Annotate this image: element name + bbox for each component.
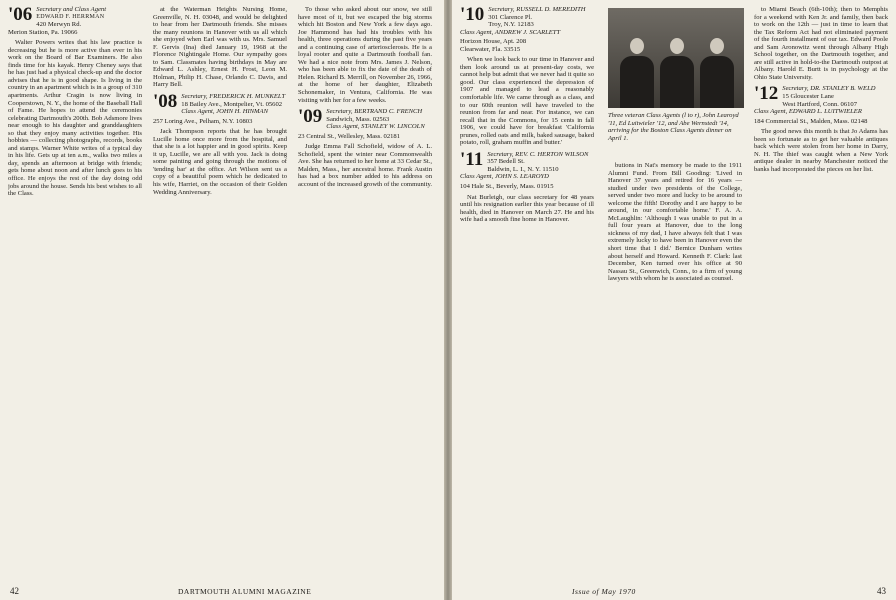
photo-caption: Three veteran Class Agents (l to r), John Learoyd '11, Ed Luitwieler '12, and Abe Wernstedt '14, arriving for the Boston Class Agents dinner on April 1. bbox=[608, 112, 739, 142]
binding-gutter bbox=[444, 0, 452, 600]
column-text: butions in Nat's memory be made to the 1911 Alumni Fund. From Bill Gooding: 'Lived in Hanover 37 years and retired for 16 years — studied under two presidents of the College, served under two more and lucky to be around to welcome the fifth! Dorothy and I are happy to be around, in our comfortable home.' F. A. A. McLaughlin: 'Although I was unable to put in a full four years at Hanover, due to the long sickness of my dad, I have always felt that I was extremely lucky to have been in Hanover even the short time that I did.' Bernice Dunham writes about herself and Howard. Kenneth F. Clark: last December, Ken turned over his office at 90 Nassau St., Greenwich, Conn., to a firm of young lawyers with whom he is associated as counsel. bbox=[608, 162, 742, 283]
class-agents-photo bbox=[608, 8, 744, 108]
class-header-09: '09 Secretary, BERTRAND C. FRENCH Sandwich, Mass. 02563 Class Agent, STANLEY W. LINCOLN 23 Central St., Wellesley, Mass. 02181 bbox=[298, 106, 425, 140]
left-page bbox=[0, 0, 444, 600]
class-header-06: '06 Secretary and Class Agent EDWARD F. HERRMAN 420 Merwyn Rd. Merion Station, Pa. 19066 bbox=[8, 6, 107, 36]
column-text: at the Waterman Heights Nursing Home, Greenville, N. H. 03048, and would be delighted to hear from her Dartmouth friends. She misses the many reunions in Hanover with us all which she enjoyed when Earl was with us. Mrs. Samuel F. Gervis (Ina) died January 19, 1968 at the Florence Nightingale Home. Our sympathy goes to Sam. Classmates having birthdays in May are Edward L. Ashley, Ernest H. Frost, Leon M. Holman, Philip H. Chase, Orlando C. Davis, and Harry Bell. bbox=[153, 6, 287, 89]
class-header-10: '10 Secretary, RUSSELL D. MEREDITH 301 Clarence Pl. Troy, N.Y. 12183 Class Agent, ANDREW J. SCARLETT Horizon House, Apt. 208 Clearwater, Fla. 33515 bbox=[460, 6, 586, 53]
class-header-11: '11 Secretary, REV. C. HERTON WILSON 357 Bedell St. Baldwin, L. I., N. Y. 11510 Class Agent, JOHN S. LEAROYD 104 Hale St., Beverly, Mass. 01915 bbox=[460, 148, 589, 191]
left-column-1 bbox=[8, 6, 142, 198]
class-header-12: '12 Secretary, DR. STANLEY B. WELD 15 Gloucester Lane West Hartford, Conn. 06107 Class Agent, EDWARD L. LUITWIELER 184 Commercial St., Malden, Mass. 02148 bbox=[754, 83, 876, 125]
class-year: '08 bbox=[153, 91, 178, 113]
right-column-2 bbox=[608, 162, 742, 283]
photo-figure bbox=[620, 38, 654, 108]
page-footer: Issue of May 1970 bbox=[572, 587, 636, 596]
page-number: 42 bbox=[10, 586, 19, 596]
photo-figure bbox=[700, 38, 734, 108]
column-text: The good news this month is that Jo Adams has been so fortunate as to get her valuable antiques back which were stolen from her home in Darry, N. H. The thief was caught when a New York antique dealer in nearby Manchester noticed the banks had incorporated the pieces on her list. bbox=[754, 128, 888, 173]
photo-figure bbox=[660, 38, 694, 108]
column-text: Walter Powers writes that his law practice is decreasing but he is more active than ever in his work on the Board of Bar Examiners. He also finds time for his kayak. Henry Cheney says that he has just had a physical check-up and the doctor advises that he is in good shape. Is living in the country in an apartment which is in a group of 310 apartments. Arthur Cragin is now living in Cooperstown, N. Y., the home of the Baseball Hall of Fame. He hopes to attend the ceremonies celebrating Dartmouth's 200th. Bob Adsmore lives near enough to his daughter and granddaughters so that they enjoy many activities together. His hobbies — collecting photographs, records, books and stamps. Warner White writes of a typical day in his life. Gets up at ten a.m., walks two miles a day, spends an afternoon at bridge with friends; gets home about noon and after lunch goes to his office. He enjoys the rest of the day doing odd jobs around the house. Sends his best wishes to all the Class. bbox=[8, 39, 142, 198]
left-column-3 bbox=[298, 6, 432, 189]
column-text: When we look back to our time in Hanover and then look around us at present-day costs, we cannot help but admit that we never had it quite so good. Our class experienced the depression of 1907 and managed to lead a reasonably comfortable life. We came through as a class, and to our 60th reunion will have traveled to the reunion from far and near. For instance, we can recall that in the Commons, for 15 cents in fall 1906, we could have for breakfast 'California prunes, rolled oats and milk, baked sausage, baked potato, roll, graham muffin and butter.' bbox=[460, 56, 594, 147]
right-column-1 bbox=[460, 6, 594, 224]
class-year: '10 bbox=[460, 6, 485, 25]
page-footer: DARTMOUTH ALUMNI MAGAZINE bbox=[178, 587, 312, 596]
right-column-3 bbox=[754, 6, 888, 173]
left-column-2 bbox=[153, 6, 287, 196]
page-number: 43 bbox=[877, 586, 886, 596]
column-text: Judge Emma Fall Schofield, widow of A. L. Schofield, spent the winter near Commonwealth Ave. She has returned to her home at 33 Cedar St., Malden, Mass., her ancestral home. Frank Austin has had a box number added to his address on account of the increased growth of the community. bbox=[298, 143, 432, 189]
right-page bbox=[452, 0, 896, 600]
class-year: '09 bbox=[298, 106, 323, 128]
class-year: '12 bbox=[754, 83, 779, 105]
class-header-08: '08 Secretary, FREDERICK H. MUNKELT 18 Bailey Ave., Montpelier, Vt. 05602 Class Agent, JOHN H. HINMAN 257 Loring Ave., Pelham, N.Y. 10803 bbox=[153, 91, 286, 125]
class-year: '11 bbox=[460, 148, 484, 170]
column-text: Nat Burleigh, our class secretary for 48 years until his resignation earlier this year because of ill health, died in Hanover on March 27. He and his wife had a smooth fine home in Hanover. bbox=[460, 193, 594, 224]
column-text: To those who asked about our snow, we still have most of it, but we escaped the big storms which hit Boston and New York a few days ago. Joe Hammond has had his troubles with his health, three operations during the past five years and a continuing case of arteriosclerosis. He is a loyal rooter and quite a Dartmouth football fan. We had a nice note from Mrs. James J. Nelson, who has been able to fix the date of the death of Helen. Richard B. Merrill, on November 26, 1966, at the home of her daughter, Elizabeth Schonemaker, in Ventura, California. He was visiting with her for a few weeks. bbox=[298, 6, 432, 104]
class-year: '06 bbox=[8, 6, 33, 25]
column-text: Jack Thompson reports that he has brought Lucille home once more from the hospital, and that she is a lot happier and in good spirits. Keep it up, Lucille, we are all with you. Jack is doing some painting and going through the motions of 'tending bar' at the office. Art Wilson sent us a copy of a beautiful poem which he dedicated to his wife, Harriet, on the occasion of their Golden Wedding Anniversary. bbox=[153, 128, 287, 196]
column-text: to Miami Beach (6th-10th); then to Memphis for a weekend with Ken Jr. and family, then back to work on the 12th — just in time to learn that the Tax Reform Act had not eliminated payment of the fourth installment of our tax. Edward Poole and Sam Aronowitz went through Albany High School together, on the Dartmouth together, and are still active in hold-to-the Dartmouth outpost at Albany. Harold E. Burtt is in psychology at the Ohio State University. bbox=[754, 6, 888, 81]
